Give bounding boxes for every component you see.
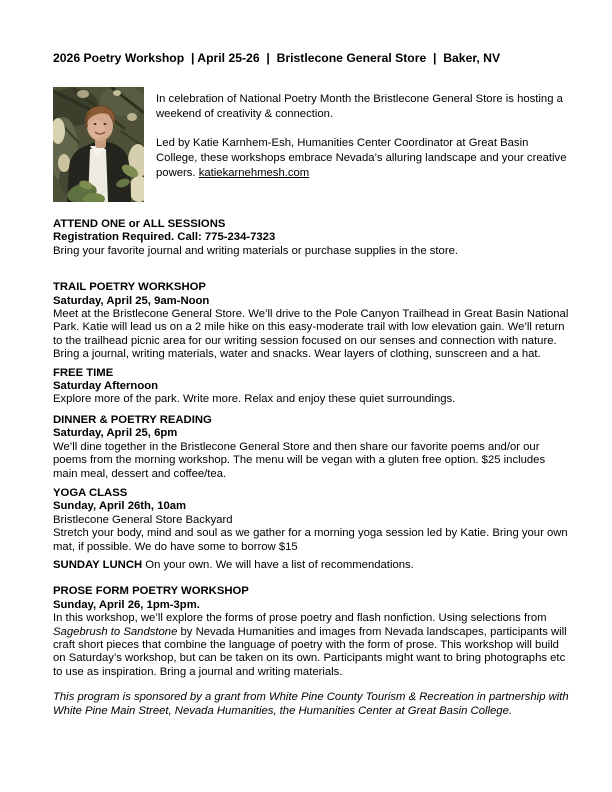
prose-form-poetry-workshop-section [53,585,569,679]
attend-heading: ATTEND ONE or ALL SESSIONS [53,218,226,230]
dinner-description: We’ll dine together in the Bristlecone General Store and then share our favorite poems and/or our poems from the morning workshop. The menu will be vegan with a gluten free option. $25 includes main meal, dessert and coffee/tea. [53,440,546,480]
yoga-location: Bristlecone General Store Backyard [53,513,233,526]
prose-book-title: Sagebrush to Sandstone [53,625,178,638]
attend-sessions-section [53,218,569,258]
yoga-class-section [53,487,569,554]
trail-heading: TRAIL POETRY WORKSHOP [53,281,206,294]
dinner-datetime: Saturday, April 25, 6pm [53,427,178,440]
free-time-datetime: Saturday Afternoon [53,380,159,393]
prose-heading: PROSE FORM POETRY WORKSHOP [53,585,249,598]
trail-datetime: Saturday, April 25, 9am-Noon [53,294,210,307]
katie-portrait-photo [53,87,144,202]
sunday-lunch-section [53,559,569,572]
katie-website-link[interactable]: katiekarnehmesh.com [198,166,310,179]
free-time-section [53,367,569,407]
dinner-poetry-reading-section [53,414,569,481]
intro-paragraph-1: In celebration of National Poetry Month the Bristlecone General Store is hosting a weekend of creativity & connection. [156,93,563,120]
free-time-description: Explore more of the park. Write more. Relax and enjoy these quiet surroundings. [53,393,456,406]
yoga-heading: YOGA CLASS [53,486,128,499]
portrait-illustration [53,87,144,202]
free-time-heading: FREE TIME [53,366,114,379]
intro-text [156,87,568,202]
trail-poetry-workshop-section [53,281,569,361]
yoga-datetime: Sunday, April 26th, 10am [53,500,187,513]
attend-registration-line: Registration Required. Call: 775-234-7323 [53,231,276,244]
prose-datetime: Sunday, April 26, 1pm-3pm. [53,598,200,611]
page-title: 2026 Poetry Workshop | April 25-26 | Bristlecone General Store | Baker, NV [53,51,501,65]
sunday-lunch-line [53,559,569,572]
attend-note: Bring your favorite journal and writing materials or purchase supplies in the store. [53,244,459,257]
prose-description [53,612,569,679]
sunday-lunch-label: SUNDAY LUNCH [53,558,143,571]
prose-description-part2: by Nevada Humanities and images from Nevada landscapes, participants will craft short pieces that combine the language of poetry with the form of prose. This workshop will build on Saturday’s workshop, but can be taken on its own. Participants might want to bring photographs etc to use as inspiration. Bring a journal and writing materials. [53,625,567,678]
intro-section [53,87,569,202]
sponsorship-note: This program is sponsored by a grant from White Pine County Tourism & Recreation in partnership with White Pine Main Street, Nevada Humanities, the Humanities Center at Great Basin College. [53,691,569,717]
intro-paragraph-2-text: Led by Katie Karnhem-Esh, Humanities Center Coordinator at Great Basin College, these workshops embrace Nevada’s alluring landscape and your creative powers. [156,137,567,179]
sunday-lunch-text: On your own. We will have a list of recommendations. [142,558,414,571]
prose-description-part1: In this workshop, we’ll explore the forms of prose poetry and flash nonfiction. Using selections from [53,612,547,625]
dinner-heading: DINNER & POETRY READING [53,413,212,426]
intro-paragraph-2 [156,136,568,180]
trail-description: Meet at the Bristlecone General Store. We’ll drive to the Pole Canyon Trailhead in Great Basin National Park. Katie will lead us on a 2 mile hike on this easy-moderate trail with low elevation gain. We’ll return to the trailhead picnic area for our writing session focused on our senses and connection with nature. Bring a journal, writing materials, water and snacks. Wear layers of clothing, sunscreen and a hat. [53,308,569,361]
yoga-description: Stretch your body, mind and soul as we gather for a morning yoga session led by Katie. Bring your own mat, if possible. We do have some to borrow $15 [53,527,568,553]
